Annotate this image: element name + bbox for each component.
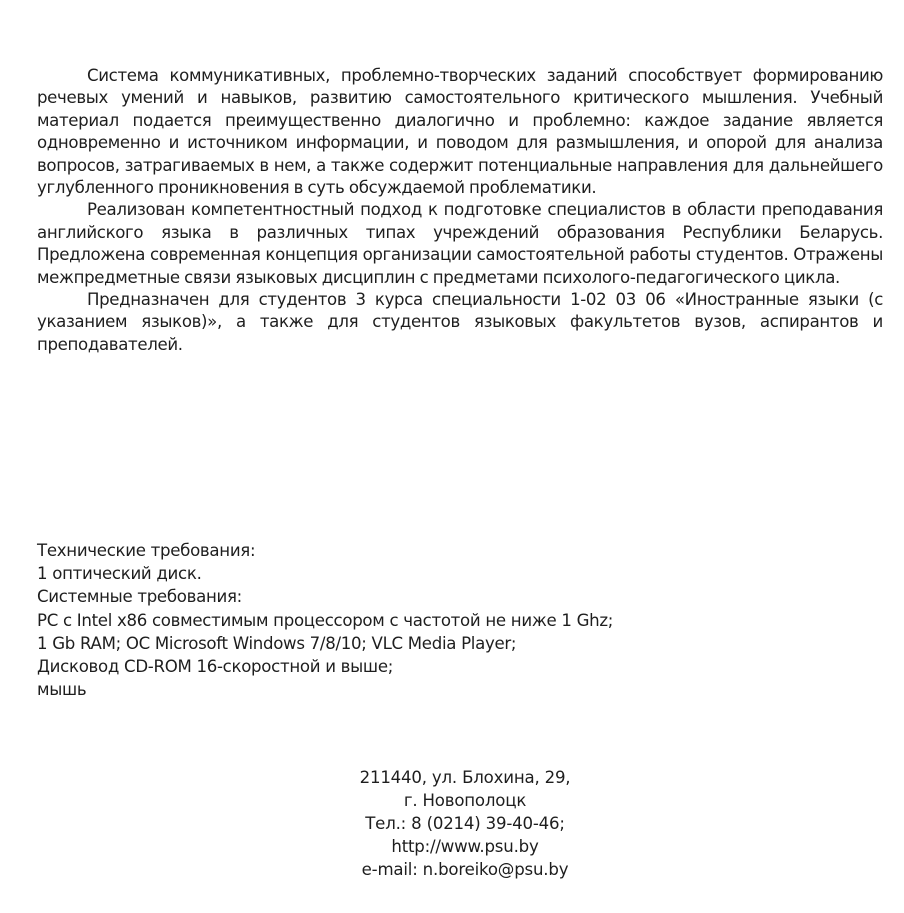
system-requirements-item: 1 Gb RAM; ОС Microsoft Windows 7/8/10; VLC Media Player; (37, 633, 517, 653)
address-line-phone: Тел.: 8 (0214) 39-40-46; (365, 814, 565, 833)
system-requirements-item: мышь (37, 680, 87, 700)
annotation-text (37, 65, 883, 356)
address-line-street: 211440, ул. Блохина, 29, (359, 768, 571, 787)
annotation-paragraph-1: Система коммуникативных, проблемно-творческих заданий способствует формированию речевых умений и навыков, развитию самостоятельного критического мышления. Учебный материал подается преимущественно диалогично и проблемно: каждое задание является одновременно и источником информации, и поводом для размышления, и опорой для анализа вопросов, затрагиваемых в нем, а также содержит потенциальные направления для дальнейшего углубленного проникновения в суть обсуждаемой проблематики. (37, 66, 883, 198)
system-requirements-heading: Системные требования: (37, 587, 242, 607)
annotation-paragraph-2: Реализован компетентностный подход к подготовке специалистов в области преподавания английского языка в различных типах учреждений образования Республики Беларусь. Предложена современная концепция организации самостоятельной работы студентов. Отражены межпредметные связи языковых дисциплин с предметами психолого-педагогического цикла. (37, 200, 883, 287)
address-line-email: e-mail: n.boreiko@psu.by (361, 860, 569, 879)
annotation-paragraph-3: Предназначен для студентов 3 курса специальности 1-02 03 06 «Иностранные языки (с указанием языков)», а также для студентов языковых факультетов вузов, аспирантов и преподавателей. (37, 290, 883, 354)
requirements-block (37, 539, 737, 701)
system-requirements-item: Дисковод CD-ROM 16-скоростной и выше; (37, 657, 394, 677)
address-line-website: http://www.psu.by (391, 837, 539, 856)
publisher-address (300, 766, 630, 881)
address-line-city: г. Новополоцк (403, 791, 527, 810)
technical-requirements-item: 1 оптический диск. (37, 564, 202, 584)
technical-requirements-heading: Технические требования: (37, 541, 256, 560)
system-requirements-item: PC с Intel x86 совместимым процессором с частотой не ниже 1 Ghz; (37, 610, 614, 630)
